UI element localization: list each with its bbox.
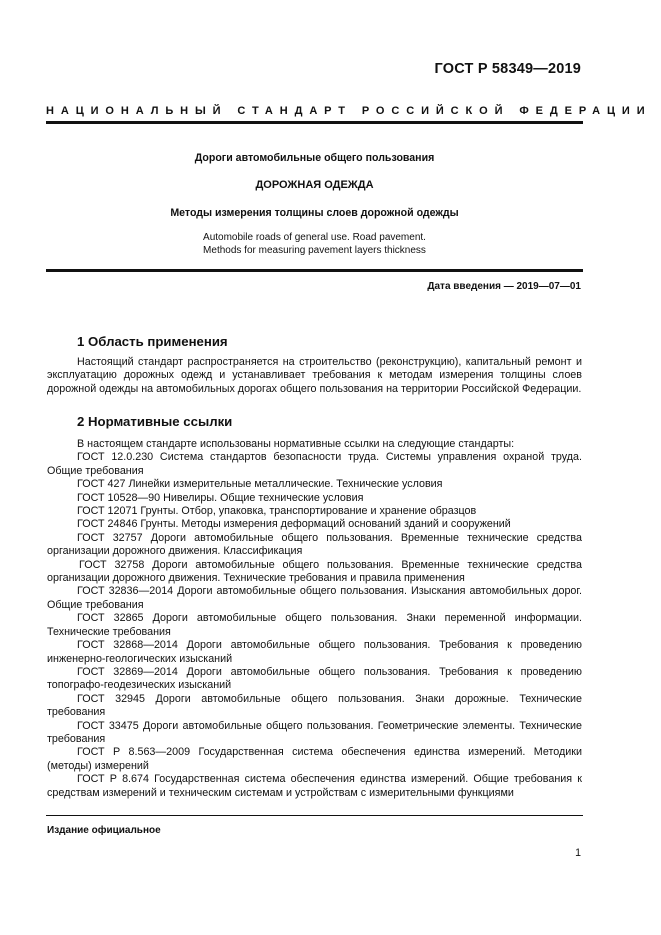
english-title-1: Automobile roads of general use. Road pavement. [203,232,426,243]
english-title-2: Methods for measuring pavement layers thickness [203,245,426,256]
section-1-text: Настоящий стандарт распространяется на строительство (реконструкцию), капитальный ремонт и эксплуатацию дорожных одежд и устанавливает требования к методам измерения толщины слоев дорожной одежды на автомобильных дорогах общего пользования на территории Российской Федерации. [47,356,582,395]
reference-item: ГОСТ 32836—2014 Дороги автомобильные общего пользования. Изыскания автомобильных дорог. Общие требования [47,585,582,611]
footer-rule [46,815,583,816]
reference-item: ГОСТ 427 Линейки измерительные металлические. Технические условия [77,478,443,491]
reference-item: ГОСТ Р 8.674 Государственная система обеспечения единства измерений. Общие требования к средствам измерений и техническим системам и устройствам с измерительными функциями [47,773,582,799]
reference-item: ГОСТ 32869—2014 Дороги автомобильные общего пользования. Требования к проведению топографо-геодезических изысканий [47,665,582,692]
reference-item: ГОСТ 12071 Грунты. Отбор, упаковка, транспортирование и хранение образцов [77,505,477,518]
reference-item: ГОСТ 32865 Дороги автомобильные общего пользования. Знаки переменной информации. Технические требования [47,612,582,638]
reference-item: ГОСТ 32757 Дороги автомобильные общего пользования. Временные технические средства организации дорожного движения. Классификация [47,531,582,558]
reference-item: ГОСТ 10528—90 Нивелиры. Общие технические условия [77,491,364,504]
title-rule [46,269,583,272]
references-list [47,438,582,800]
title-line-1: Дороги автомобильные общего пользования [194,152,435,164]
header-rule [46,121,583,124]
reference-item: ГОСТ 32868—2014 Дороги автомобильные общего пользования. Требования к проведению инженерно-геологических изысканий [47,639,582,665]
reference-item: ГОСТ 12.0.230 Система стандартов безопасности труда. Системы управления охраной труда. Общие требования [47,451,582,477]
title-line-3: Методы измерения толщины слоев дорожной одежды [170,207,459,219]
effective-date: Дата введения — 2019—07—01 [427,281,581,292]
section-2-heading: 2 Нормативные ссылки [77,414,233,429]
official-publication-note: Издание официальное [47,825,161,836]
references-intro: В настоящем стандарте использованы нормативные ссылки на следующие стандарты: [77,438,515,450]
reference-item: ГОСТ 32758 Дороги автомобильные общего пользования. Временные технические средства организации дорожного движения. Технические требования и правила применения [47,558,582,585]
reference-item: ГОСТ 32945 Дороги автомобильные общего пользования. Знаки дорожные. Технические требования [47,692,582,719]
standard-code: ГОСТ Р 58349—2019 [434,61,581,77]
reference-item: ГОСТ 33475 Дороги автомобильные общего пользования. Геометрические элементы. Технические требования [47,719,582,745]
section-1-heading: 1 Область применения [77,334,228,349]
reference-item: ГОСТ 24846 Грунты. Методы измерения деформаций оснований зданий и сооружений [77,518,511,531]
national-standard-banner: НАЦИОНАЛЬНЫЙ СТАНДАРТ РОССИЙСКОЙ ФЕДЕРАЦИИ [46,105,652,117]
page-number: 1 [575,847,581,859]
reference-item: ГОСТ Р 8.563—2009 Государственная система обеспечения единства измерений. Методики (методы) измерений [47,746,582,772]
title-line-2: ДОРОЖНАЯ ОДЕЖДА [255,179,374,191]
